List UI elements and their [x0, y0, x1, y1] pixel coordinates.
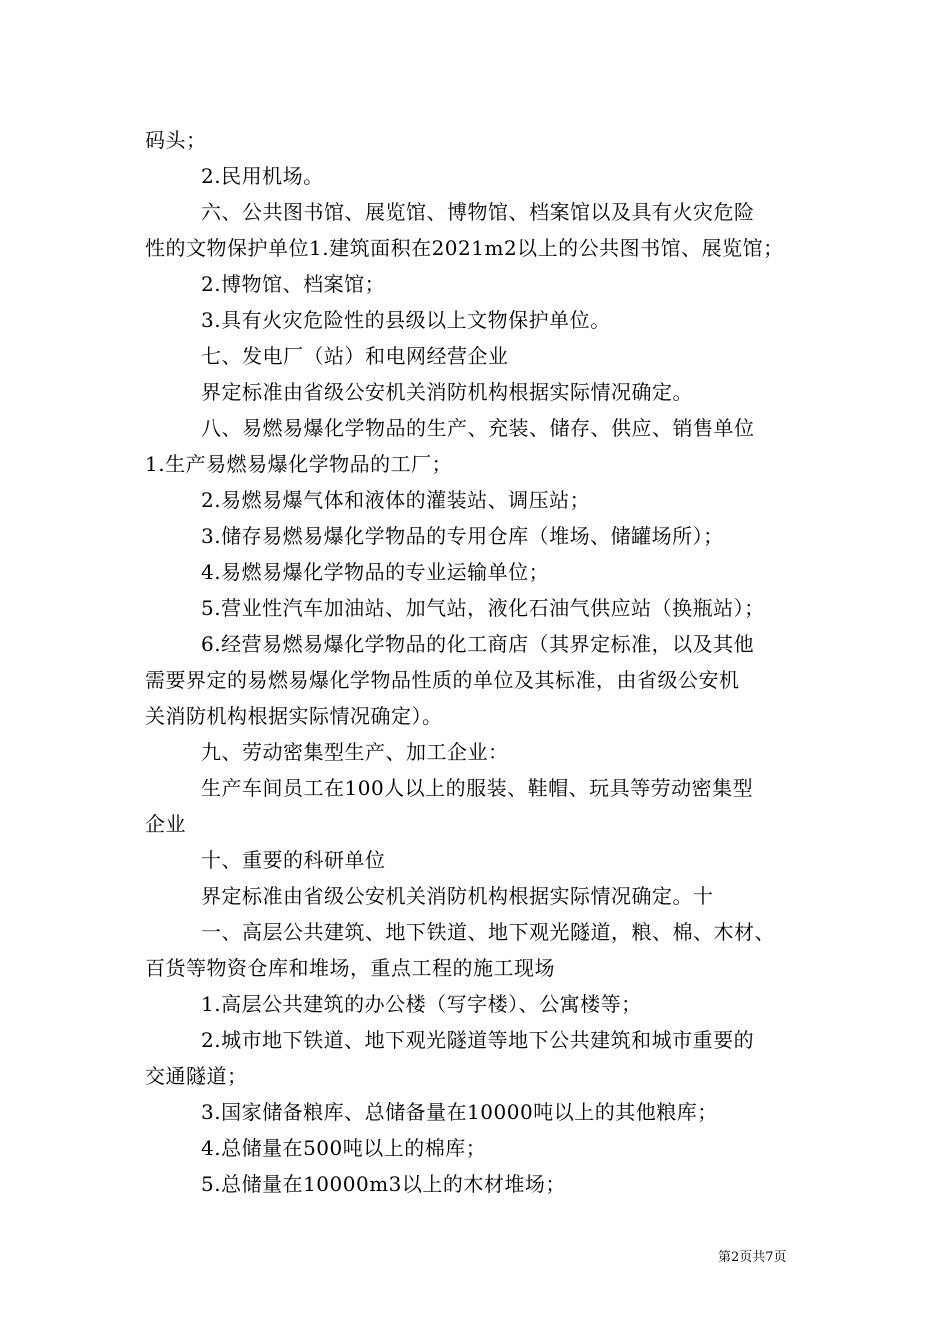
- text-line: 百货等物资仓库和堆场，重点工程的施工现场: [145, 956, 555, 980]
- text-line: 4.总储量在500吨以上的棉库；: [201, 1136, 487, 1160]
- text-line: 3.具有火灾危险性的县级以上文物保护单位。: [201, 308, 611, 332]
- document-body: [145, 122, 815, 1202]
- text-line: 2.民用机场。: [201, 164, 324, 188]
- section-heading: 八、易燃易爆化学物品的生产、充装、储存、供应、销售单位: [201, 416, 755, 440]
- section-heading: 一、高层公共建筑、地下铁道、地下观光隧道，粮、棉、木材、: [201, 920, 775, 944]
- text-line: 性的文物保护单位1.建筑面积在2021m2以上的公共图书馆、展览馆；: [145, 236, 784, 260]
- text-line: 2.城市地下铁道、地下观光隧道等地下公共建筑和城市重要的: [201, 1028, 755, 1052]
- text-line: 关消防机构根据实际情况确定）。: [145, 704, 443, 728]
- text-line: 1.生产易燃易爆化学物品的工厂；: [145, 452, 453, 476]
- section-heading: 十、重要的科研单位: [201, 848, 386, 872]
- text-line: 需要界定的易燃易爆化学物品性质的单位及其标准，由省级公安机: [145, 668, 740, 692]
- text-line: 5.总储量在10000m3以上的木材堆场；: [201, 1172, 566, 1196]
- text-line: 2.博物馆、档案馆；: [201, 272, 386, 296]
- text-line: 6.经营易燃易爆化学物品的化工商店（其界定标准，以及其他: [201, 632, 755, 656]
- section-heading: 九、劳动密集型生产、加工企业：: [201, 740, 509, 764]
- text-line: 码头；: [145, 128, 207, 152]
- text-line: 企业: [145, 812, 186, 836]
- text-line: 3.国家储备粮库、总储备量在10000吨以上的其他粮库；: [201, 1100, 718, 1124]
- text-line: 3.储存易燃易爆化学物品的专用仓库（堆场、储罐场所）；: [201, 524, 724, 548]
- text-line: 交通隧道；: [145, 1064, 248, 1088]
- page-number: 第2页共7页: [718, 1250, 787, 1265]
- section-heading: 七、发电厂（站）和电网经营企业: [201, 344, 509, 368]
- text-line: 2.易燃易爆气体和液体的灌装站、调压站；: [201, 488, 591, 512]
- section-heading: 六、公共图书馆、展览馆、博物馆、档案馆以及具有火灾危险: [201, 200, 755, 224]
- text-line: 5.营业性汽车加油站、加气站，液化石油气供应站（换瓶站）；: [201, 596, 765, 620]
- text-line: 1.高层公共建筑的办公楼（写字楼）、公寓楼等；: [201, 992, 642, 1016]
- text-line: 界定标准由省级公安机关消防机构根据实际情况确定。十: [201, 884, 714, 908]
- text-line: 4.易燃易爆化学物品的专业运输单位；: [201, 560, 550, 584]
- text-line: 界定标准由省级公安机关消防机构根据实际情况确定。: [201, 380, 693, 404]
- text-line: 生产车间员工在100人以上的服装、鞋帽、玩具等劳动密集型: [201, 776, 754, 800]
